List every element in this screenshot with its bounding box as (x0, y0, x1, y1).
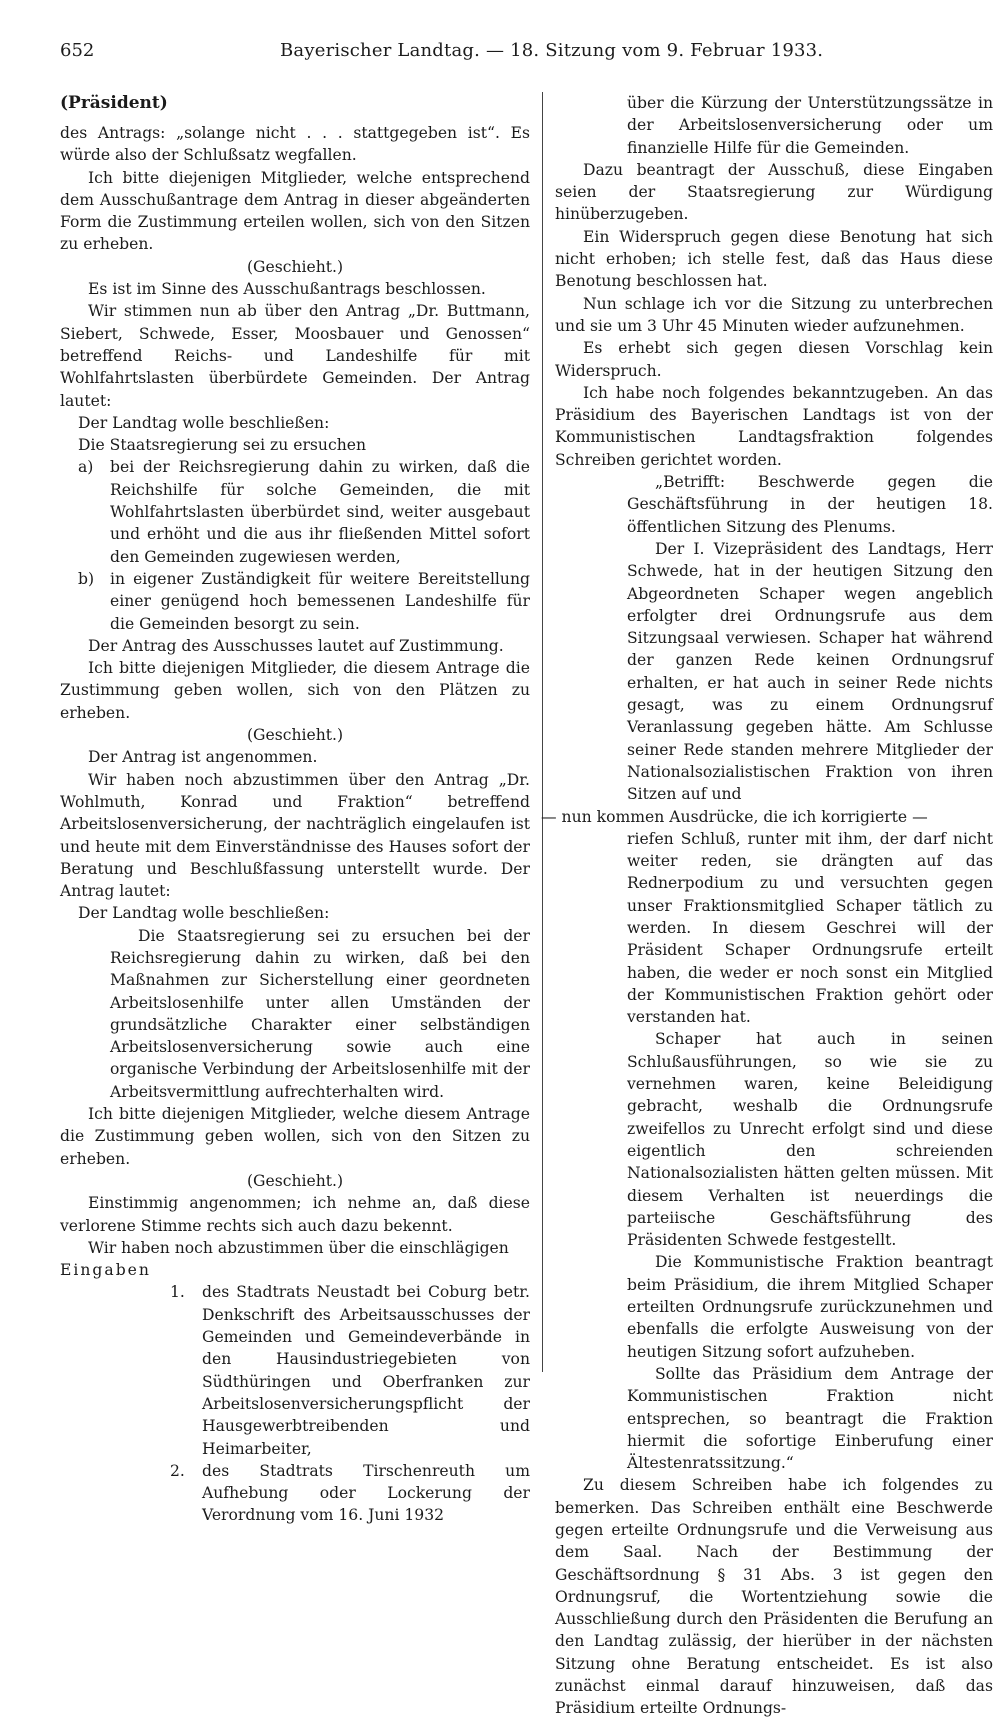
quoted-letter: Die Kommunistische Fraktion beantragt beim Präsidium, die ihrem Mitglied Schaper erteilten Ordnungsrufe zurückzunehmen und ebenfalls die erfolgte Ausweisung von der heutigen Sitzung sofort aufzuheben. (627, 1253, 993, 1361)
paragraph: Ich bitte diejenigen Mitglieder, welche entsprechend dem Ausschußantrage dem Antrag in dieser abgeänderten Form die Zustimmung erteilen wollen, sich von den Sitzen zu erheben. (60, 168, 530, 254)
list-item-text: des Stadtrats Tirschenreuth um Aufhebung oder Lockerung der Verordnung vom 16. Juni 1932 (202, 1461, 530, 1525)
paragraph: Wir stimmen nun ab über den Antrag „Dr. Buttmann, Siebert, Schwede, Esser, Moosbauer und Genossen“ betreffend Reichs- und Landeshilfe für mit Wohlfahrtslasten überbürdete Gemeinden. Der Antrag lautet: (60, 302, 530, 410)
paragraph: Die Staatsregierung sei zu ersuchen (78, 436, 367, 455)
page-number: 652 (60, 40, 95, 61)
paragraph: Es erhebt sich gegen diesen Vorschlag kein Widerspruch. (555, 339, 993, 380)
paragraph: Der Landtag wolle beschließen: (78, 413, 330, 432)
paragraph: Der Antrag des Ausschusses lautet auf Zustimmung. (88, 636, 504, 655)
list-marker: 1. (170, 1283, 185, 1302)
paragraph: Dazu beantragt der Ausschuß, diese Eingaben seien der Staatsregierung zur Würdigung hinüberzugeben. (555, 160, 993, 224)
page-header (60, 40, 990, 68)
list-item-text: bei der Reichsregierung dahin zu wirken, daß die Reichshilfe für solche Gemeinden, die mit Wohlfahrtslasten überbürdet sind, weiter ausgebaut und erhöht und die aus ihr fließenden Mittel sofort den Gemeinden zugewiesen werden, (110, 458, 530, 566)
list-item-text: des Stadtrats Neustadt bei Coburg betr. Denkschrift des Arbeitsausschusses der Gemeinden und Gemeindeverbände in den Hausindustriegebieten von Südthüringen und Oberfranken zur Arbeitslosenversicherungspflicht der Hausgewerbtreibenden und Heimarbeiter, (202, 1283, 530, 1458)
quoted-letter: „Betrifft: Beschwerde gegen die Geschäftsführung in der heutigen 18. öffentlichen Sitzung des Plenums. (627, 473, 993, 536)
editorial-note: — nun kommen Ausdrücke, die ich korrigierte — (541, 807, 928, 826)
paragraph: Wir haben noch abzustimmen über den Antrag „Dr. Wohlmuth, Konrad und Fraktion“ betreffend Arbeitslosenversicherung, der nachträglich eingelaufen ist und heute mit dem Einverständnisse des Hauses sofort der Beratung und Beschlußfassung unterstellt wurde. Der Antrag lautet: (60, 770, 530, 901)
list-item (60, 1460, 530, 1527)
paragraph: Der Landtag wolle beschließen: (78, 904, 330, 923)
quoted-motion: Die Staatsregierung sei zu ersuchen bei der Reichsregierung dahin zu wirken, daß bei den Maßnahmen zur Sicherstellung einer geordneten Arbeitslosenhilfe unter allen Umständen der grundsätzliche Charakter einer selbständigen Arbeitslosenversicherung sowie auch eine organische Verbindung der Arbeitslosenhilfe mit der Arbeitsvermittlung aufrechterhalten wird. (110, 926, 530, 1101)
list-item-text: in eigener Zuständigkeit für weitere Bereitstellung einer genügend hoch bemessenen Landeshilfe für die Gemeinden besorgt zu sein. (110, 569, 530, 633)
quoted-letter: Schaper hat auch in seinen Schlußausführungen, so wie sie zu vernehmen waren, keine Beleidigung gebracht, weshalb die Ordnungsrufe zweifellos zu Unrecht erfolgt sind und diese eigentlich den schreienden Nationalsozialisten hätten gelten müssen. Mit diesem Verhalten ist neuerdings die parteiische Geschäftsführung des Präsidenten Schwede festgestellt. (627, 1030, 993, 1250)
paragraph: Der Antrag ist angenommen. (88, 748, 318, 767)
list-marker: a) (78, 458, 94, 477)
stage-direction: (Geschieht.) (246, 257, 344, 276)
paragraph: Nun schlage ich vor die Sitzung zu unterbrechen und sie um 3 Uhr 45 Minuten wieder aufzunehmen. (555, 294, 993, 335)
running-title: Bayerischer Landtag. — 18. Sitzung vom 9. Februar 1933. (280, 40, 824, 61)
column-divider (542, 92, 543, 1372)
paragraph: Zu diesem Schreiben habe ich folgendes zu bemerken. Das Schreiben enthält eine Beschwerde gegen erteilte Ordnungsrufe und die Verweisung aus dem Saal. Nach der Bestimmung der Geschäftsordnung § 31 Abs. 3 ist gegen den Ordnungsruf, die Wortentziehung sowie die Ausschließung durch den Präsidenten die Berufung an den Landtag zulässig, der hierüber in der nächsten Sitzung ohne Beratung entscheidet. Es ist also zunächst einmal darauf hinzuweisen, daß das Präsidium erteilte Ordnungs- (555, 1476, 993, 1718)
left-column (60, 92, 530, 1527)
quoted-letter: Der I. Vizepräsident des Landtags, Herr Schwede, hat in der heutigen Sitzung den Abgeordneten Schaper wegen angeblich erfolgter drei Ordnungsrufe aus dem Sitzungsaal verwiesen. Schaper hat während der ganzen Rede keinen Ordnungsruf erhalten, er hat auch in seiner Rede nichts gesagt, was zu einem Ordnungsruf Veranlassung gegeben hätte. Am Schlusse seiner Rede standen mehrere Mitglieder der Nationalsozialistischen Fraktion von ihren Sitzen auf und (627, 539, 993, 804)
paragraph: des Antrags: „solange nicht . . . stattgegeben ist“. Es würde also der Schlußsatz wegfallen. (60, 124, 530, 165)
paragraph: Ich bitte diejenigen Mitglieder, welche diesem Antrage die Zustimmung geben wollen, sich von den Sitzen zu erheben. (60, 1105, 530, 1168)
stage-direction: (Geschieht.) (246, 726, 344, 745)
quoted-letter: Sollte das Präsidium dem Antrage der Kommunistischen Fraktion nicht entsprechen, so beantragt die Fraktion hiermit die sofortige Einberufung einer Ältestenratssitzung.“ (627, 1364, 993, 1473)
list-item (60, 456, 530, 567)
paragraph: Es ist im Sinne des Ausschußantrags beschlossen. (88, 280, 486, 299)
speaker-label: (Präsident) (60, 93, 168, 113)
quoted-letter: riefen Schluß, runter mit ihm, der darf nicht weiter reden, sie drängten auf das Rednerpodium zu und versuchten gegen unser Fraktionsmitglied Schaper tätlich zu werden. In diesem Geschrei will der Präsident Schaper Ordnungsrufe erteilt haben, die weder er noch sonst ein Mitglied der Kommunistischen Fraktion gehört oder verstanden hat. (627, 829, 993, 1027)
list-marker: b) (78, 569, 95, 588)
list-marker: 2. (170, 1461, 185, 1480)
paragraph: Einstimmig angenommen; ich nehme an, daß diese verlorene Stimme rechts sich auch dazu bekennt. (60, 1194, 530, 1235)
paragraph: Ich bitte diejenigen Mitglieder, die diesem Antrage die Zustimmung geben wollen, sich von den Plätzen zu erheben. (60, 659, 530, 722)
list-item (60, 1281, 530, 1459)
paragraph: Wir haben noch abzustimmen über die einschlägigen (88, 1238, 509, 1257)
paragraph: Ich habe noch folgendes bekanntzugeben. An das Präsidium des Bayerischen Landtags ist von der Kommunistischen Landtagsfraktion folgendes Schreiben gerichtet worden. (555, 383, 993, 469)
list-item (60, 568, 530, 635)
section-label: Eingaben (60, 1261, 151, 1280)
stage-direction: (Geschieht.) (246, 1171, 344, 1190)
right-column (541, 92, 993, 1720)
paragraph: Ein Widerspruch gegen diese Benotung hat sich nicht erhoben; ich stelle fest, daß das Haus diese Benotung beschlossen hat. (555, 227, 993, 291)
paragraph: über die Kürzung der Unterstützungssätze in der Arbeitslosenversicherung oder um finanzielle Hilfe für die Gemeinden. (627, 94, 993, 157)
